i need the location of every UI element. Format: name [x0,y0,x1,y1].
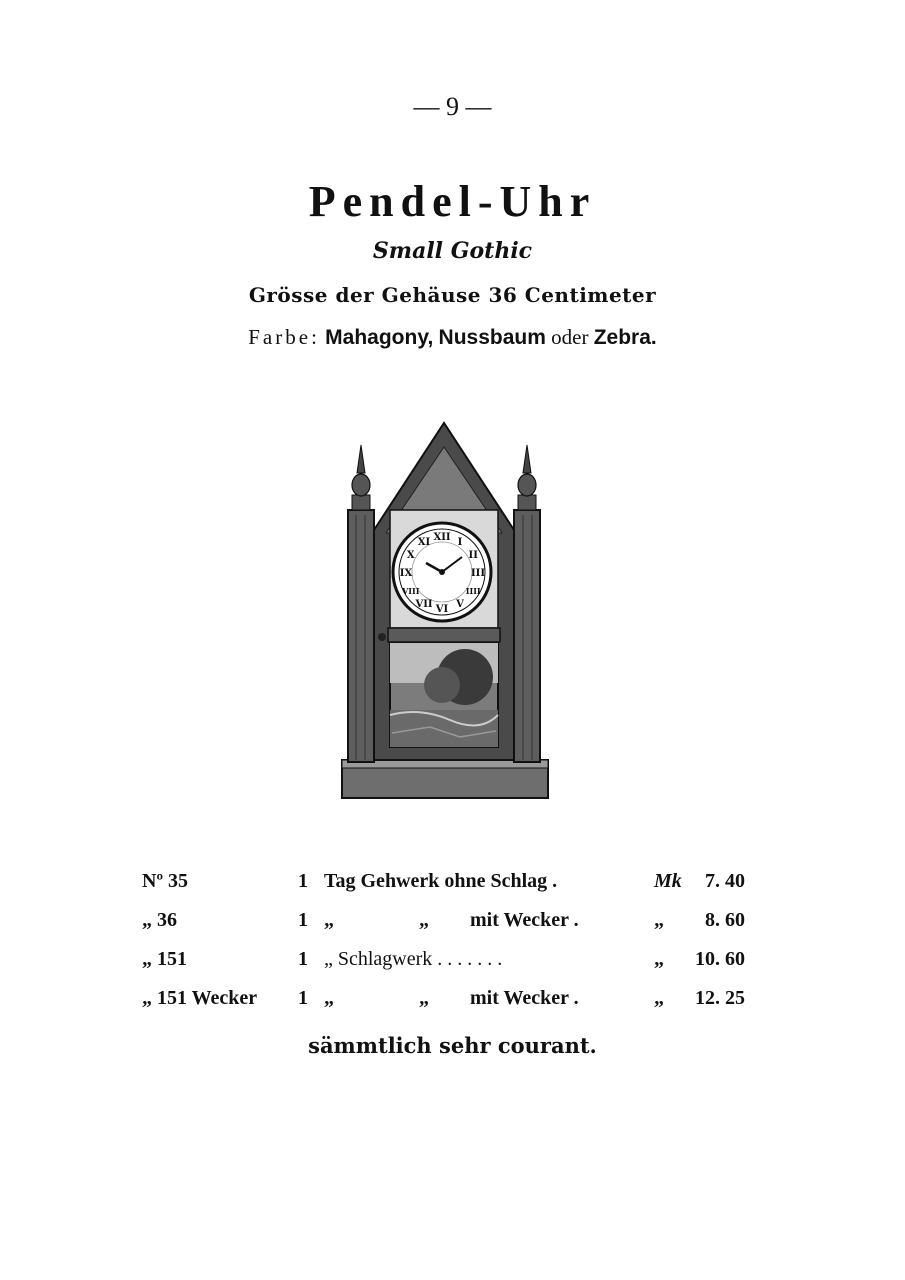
item-number: „ 151 Wecker [142,987,258,1009]
clock-numeral: VI [435,604,449,615]
page-title: Pendel-Uhr [308,177,597,226]
color-separator: oder [551,325,589,349]
item-description: „ „ [324,909,469,931]
color-nussbaum: Nussbaum [438,326,546,349]
item-currency: „ [654,948,664,970]
price-row [0,909,905,939]
model-subtitle: Small Gothic [372,238,533,264]
price-row [0,948,905,978]
clock-numeral: I [457,536,463,548]
item-number: Nº 35 [142,870,189,892]
item-qty: 1 [298,987,308,1009]
clock-numeral: VII [415,599,433,611]
right-finial [518,445,536,510]
clock-numeral: III [470,568,486,579]
price-row [0,987,905,1017]
item-description-extra: mit Wecker . [470,987,579,1009]
item-currency: „ [654,987,664,1009]
clock-numeral: II [468,550,478,561]
item-description-extra: mit Wecker . [470,909,579,931]
clock-numeral: X [406,550,415,561]
clock-illustration [330,415,560,805]
color-label: Farbe: [248,325,320,349]
item-qty: 1 [298,909,308,931]
color-mahagony: Mahagony, [325,326,434,349]
item-qty: 1 [298,870,308,892]
item-price: 8. 60 [705,909,745,931]
item-price: 7. 40 [705,870,745,892]
item-qty: 1 [298,948,308,970]
color-line [0,325,905,350]
item-currency: Mk [654,870,682,892]
item-description: „ „ [324,987,469,1009]
clock-numeral: XII [433,532,451,543]
item-description: „ Schlagwerk . . . . . . . [324,948,503,970]
clock-right-column [514,510,540,762]
clock-numeral: IX [399,568,413,579]
footer-note: sämmtlich sehr courant. [308,1033,597,1058]
clock-numeral: V [456,599,464,611]
color-zebra: Zebra. [593,326,657,349]
left-finial [352,445,370,510]
item-currency: „ [654,909,664,931]
item-description: Tag Gehwerk ohne Schlag . [324,870,558,892]
clock-numeral: XI [417,536,431,548]
item-price: 10. 60 [695,948,745,970]
clock-numeral: VIII [402,586,420,596]
item-price: 12. 25 [695,987,745,1009]
price-row [0,870,905,900]
clock-numeral: IIII [465,586,481,596]
item-number: „ 36 [142,909,177,931]
clock-left-column [348,510,374,762]
page-number: — 9 — [413,92,492,121]
size-line: Grösse der Gehäuse 36 Centimeter [248,283,657,307]
item-number: „ 151 [142,948,187,970]
